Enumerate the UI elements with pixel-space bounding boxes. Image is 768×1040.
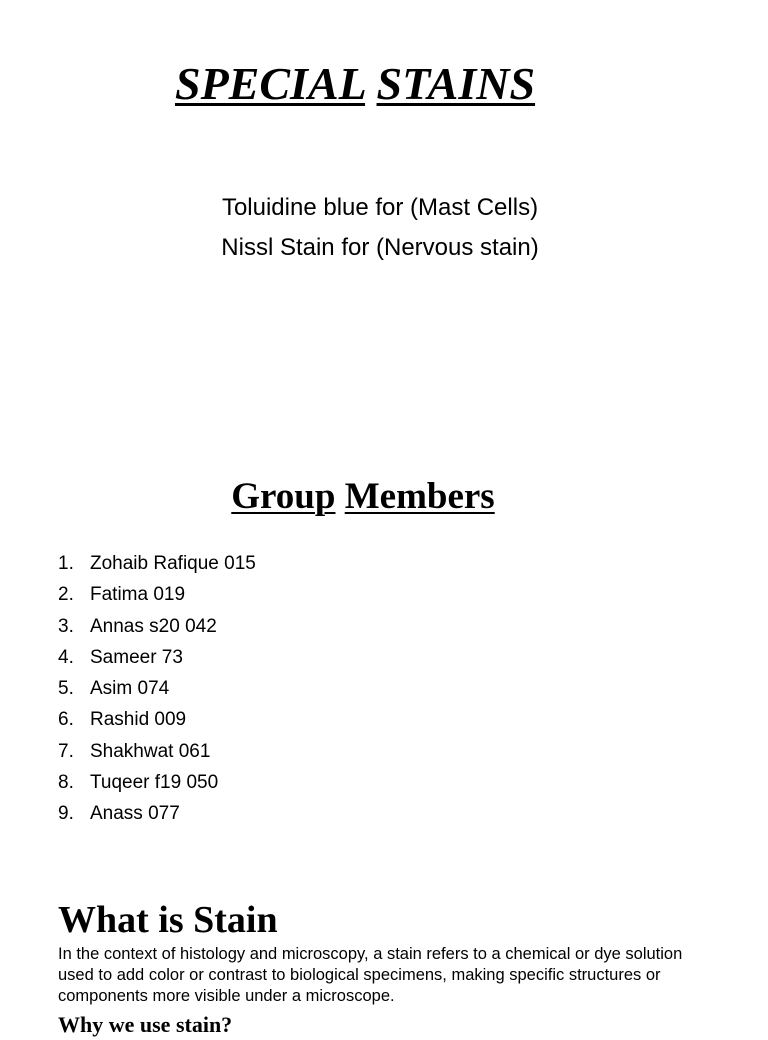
list-item bbox=[58, 798, 256, 829]
list-number: 2. bbox=[58, 584, 74, 606]
list-number: 5. bbox=[58, 678, 74, 700]
list-number: 9. bbox=[58, 803, 74, 825]
member-name: Sameer 73 bbox=[90, 646, 183, 668]
why-use-stain-heading: Why we use stain? bbox=[58, 1012, 233, 1037]
list-item bbox=[58, 767, 256, 798]
list-number: 4. bbox=[58, 646, 74, 668]
heading-word-group: Group bbox=[231, 476, 336, 517]
member-name: Fatima 019 bbox=[90, 584, 186, 606]
list-number: 3. bbox=[58, 615, 74, 637]
member-name: Asim 074 bbox=[90, 678, 170, 700]
member-name: Annas s20 042 bbox=[90, 615, 217, 637]
member-name: Tuqeer f19 050 bbox=[90, 772, 219, 794]
list-number: 1. bbox=[58, 553, 74, 574]
list-item bbox=[58, 704, 256, 735]
list-item bbox=[58, 548, 256, 579]
list-item bbox=[58, 642, 256, 673]
list-number: 7. bbox=[58, 740, 74, 762]
member-name: Zohaib Rafique 015 bbox=[90, 553, 256, 574]
group-members-heading bbox=[0, 474, 726, 520]
member-name: Anass 077 bbox=[90, 803, 180, 825]
subtitle-nissl: Nissl Stain for (Nervous stain) bbox=[221, 234, 539, 261]
what-is-stain-heading: What is Stain bbox=[58, 899, 278, 941]
member-name: Rashid 009 bbox=[90, 709, 187, 731]
stain-definition-paragraph: In the context of histology and microscopy, a stain refers to a chemical or dye solution used to add color or contrast to biological specimens, making specific structures or components more visible under a microscope. bbox=[58, 945, 683, 1005]
stain-subtitles bbox=[0, 188, 760, 268]
title-word-stains: STAINS bbox=[376, 58, 536, 109]
heading-word-members: Members bbox=[344, 476, 495, 517]
title-word-special: SPECIAL bbox=[175, 58, 366, 109]
list-item bbox=[58, 579, 256, 610]
main-title bbox=[175, 56, 535, 112]
list-item bbox=[58, 673, 256, 704]
list-number: 6. bbox=[58, 709, 74, 731]
member-name: Shakhwat 061 bbox=[90, 740, 211, 762]
subtitle-toluidine: Toluidine blue for (Mast Cells) bbox=[221, 194, 539, 221]
members-list bbox=[58, 548, 256, 830]
list-item bbox=[58, 611, 256, 642]
list-number: 8. bbox=[58, 772, 74, 794]
list-item bbox=[58, 736, 256, 767]
